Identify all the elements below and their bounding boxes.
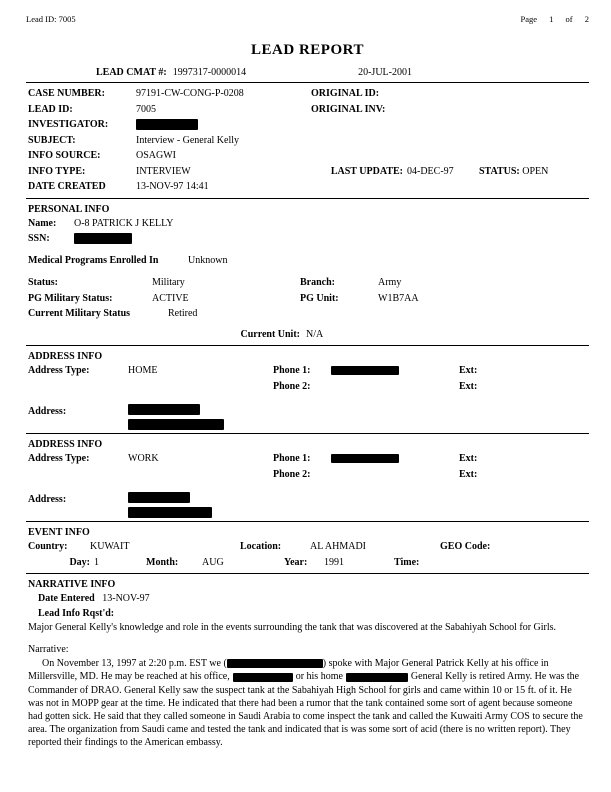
- mil-status-value: Military: [152, 277, 185, 288]
- current-military-status-row: [26, 306, 589, 322]
- month-value: AUG: [202, 556, 224, 568]
- medical-row: [26, 253, 589, 269]
- ssn-label: SSN:: [28, 233, 50, 244]
- page-header-bar: [26, 14, 589, 24]
- redaction-bar: [128, 419, 224, 430]
- page-title: LEAD REPORT: [251, 42, 364, 58]
- date-created-row: [28, 179, 589, 195]
- investigator-row: [28, 117, 589, 133]
- address-value: [128, 404, 224, 430]
- name-row: [26, 216, 589, 232]
- mil-status-label: Status:: [28, 277, 59, 288]
- original-inv-label: ORIGINAL INV:: [311, 103, 386, 115]
- status-label: STATUS: OPEN: [479, 165, 549, 177]
- geo-code-label: GEO Code:: [440, 541, 491, 552]
- name-label: Name:: [28, 217, 57, 229]
- current-military-status-label: Current Military Status: [28, 308, 131, 319]
- subject-label: SUBJECT:: [28, 134, 76, 146]
- event-info-section: [26, 522, 589, 573]
- ext1-value: [489, 451, 549, 467]
- phone2-label: Phone 2:: [273, 468, 311, 480]
- investigator-label: INVESTIGATOR:: [28, 119, 109, 130]
- address-label: Address:: [28, 406, 67, 417]
- lead-info-label: Lead Info Rqst'd:: [38, 608, 115, 619]
- country-label: Country:: [28, 541, 68, 552]
- address-label: Address:: [28, 494, 67, 505]
- address-info-home-section: [26, 346, 589, 433]
- branch-value: Army: [378, 277, 402, 288]
- lead-cmat-value: 1997317-0000014: [172, 67, 247, 78]
- redaction-bar: [128, 507, 212, 518]
- current-military-status-value: Retired: [168, 308, 198, 319]
- narrative-part3: or his home: [295, 671, 343, 683]
- event-info-title: EVENT INFO: [28, 527, 90, 538]
- spacer2: [128, 379, 273, 395]
- phone1-value: [331, 451, 459, 467]
- info-source-row: [28, 148, 589, 164]
- address-type-label: Address Type:: [28, 365, 90, 376]
- current-unit-row: [26, 327, 589, 343]
- phone2-label: Phone 2:: [273, 380, 311, 392]
- lead-id-header: Lead ID: 7005: [26, 14, 76, 24]
- phone2-value: [331, 379, 459, 395]
- page-word: Page: [520, 14, 538, 24]
- ssn-value: [74, 231, 374, 247]
- ext2-value: [489, 467, 549, 483]
- narrative-summary: Major General Kelly's knowledge and role in the events surrounding the tank that was discovered at the Sabahiyah School for Girls.: [28, 622, 557, 633]
- spacer: [28, 379, 128, 395]
- ext1-value: [489, 363, 549, 379]
- page-total: 2: [584, 14, 589, 24]
- redaction-bar: [331, 454, 399, 463]
- redaction-bar: [128, 492, 190, 503]
- month-label: Month:: [146, 556, 179, 568]
- ext1-label: Ext:: [459, 453, 478, 464]
- event-country-row: [26, 539, 589, 555]
- address-type-home-row: [26, 363, 589, 379]
- name-value: O-8 PATRICK J KELLY: [74, 217, 174, 229]
- info-type-label: INFO TYPE:: [28, 165, 86, 177]
- report-date: 20-JUL-2001: [358, 67, 412, 78]
- phone2-home-row: [26, 379, 589, 395]
- redaction-bar: [74, 233, 132, 244]
- narrative-part4: General Kelly is retired Army. He was the Commander of DRAO. General Kelly saw the suspect tank at the Sabahiyah High School for girls and came within 10 or 15 ft. of it. He was not in MOPP gear at the time. He indicated that there had been a rumor that the tank contained some sort of agent because someone had gotten sick. He said that they called someone in Saudi Arabia to come inspect the tank and called the Kuwaiti Army COS to secure the area. The organization from Saudi came and tested the tank and indicated that is was some sort of acid (there is no written report). They reported their findings to the American embassy.: [28, 671, 583, 749]
- last-update-value: 04-DEC-97: [407, 165, 454, 177]
- investigator-value: [136, 117, 311, 133]
- address-type-label: Address Type:: [28, 453, 90, 464]
- ext2-label: Ext:: [459, 380, 478, 392]
- day-label: Day:: [69, 556, 90, 568]
- location-value: AL AHMADI: [310, 541, 367, 552]
- narrative-paragraph: [28, 657, 585, 749]
- ssn-row: [26, 231, 589, 247]
- address-home-body: [26, 404, 589, 430]
- location-label: Location:: [240, 541, 282, 552]
- date-entered-label: Date Entered: [38, 593, 95, 604]
- medical-value: Unknown: [188, 254, 228, 266]
- last-update-label: LAST UPDATE:: [330, 165, 403, 177]
- page-of: of: [565, 14, 573, 24]
- ext2-value: [489, 379, 549, 395]
- status-value: OPEN: [522, 165, 549, 177]
- redaction-bar: [128, 404, 200, 415]
- phone1-value: [331, 363, 459, 379]
- case-number-label: CASE NUMBER:: [28, 88, 105, 99]
- narrative-part2: ) spoke with Major General Patrick Kelly at his office in Millersville, MD. He may be reached at his office,: [28, 658, 549, 683]
- address-info-work-section: [26, 434, 589, 521]
- page-number: [511, 14, 590, 24]
- address-type-value: HOME: [128, 365, 158, 376]
- redaction-bar: [227, 659, 323, 668]
- ext2-label: Ext:: [459, 468, 478, 480]
- phone1-label: Phone 1:: [273, 365, 311, 376]
- year-label: Year:: [284, 556, 308, 568]
- date-entered-value: 13-NOV-97: [102, 593, 150, 604]
- address-home-title: ADDRESS INFO: [28, 351, 103, 362]
- address-work-body: [26, 492, 589, 518]
- year-value: 1991: [324, 556, 344, 568]
- medical-label: Medical Programs Enrolled In: [28, 254, 159, 266]
- info-source-label: INFO SOURCE:: [28, 150, 101, 161]
- info-type-row: [28, 164, 589, 180]
- narrative-label: Narrative:: [28, 644, 69, 656]
- pg-military-status-label: PG Military Status:: [28, 292, 113, 304]
- date-entered-row: [26, 591, 589, 606]
- country-value: KUWAIT: [90, 541, 130, 552]
- phone1-label: Phone 1:: [273, 453, 311, 464]
- ext1-label: Ext:: [459, 365, 478, 376]
- day-value: 1: [94, 556, 99, 568]
- address-type-work-row: [26, 451, 589, 467]
- address-value: [128, 492, 212, 518]
- lead-id-row: [28, 102, 589, 118]
- pg-military-status-value: ACTIVE: [152, 292, 189, 304]
- lead-info-row: [26, 606, 589, 621]
- spacer: [28, 467, 128, 483]
- pg-unit-label: PG Unit:: [300, 292, 339, 304]
- info-type-value: INTERVIEW: [136, 165, 191, 177]
- info-source-value: OSAGWI: [136, 150, 176, 161]
- time-label: Time:: [394, 556, 420, 568]
- lead-id-value: 7005: [136, 103, 156, 115]
- subject-value: Interview - General Kelly: [136, 134, 240, 146]
- redaction-bar: [346, 673, 408, 682]
- branch-label: Branch:: [300, 277, 335, 288]
- event-date-row: [26, 555, 589, 571]
- lead-id-label: LEAD ID:: [28, 103, 73, 115]
- status-row: [26, 275, 589, 291]
- case-number-row: [28, 86, 589, 102]
- narrative-part1: On November 13, 1997 at 2:20 p.m. EST we (: [42, 658, 227, 670]
- redaction-bar: [136, 119, 198, 130]
- narrative-info-section: [26, 574, 589, 753]
- phone2-work-row: [26, 467, 589, 483]
- phone2-value: [331, 467, 459, 483]
- pg-military-status-row: [26, 291, 589, 307]
- lead-cmat-row: [26, 67, 589, 78]
- personal-info-section: [26, 199, 589, 346]
- address-type-value: WORK: [128, 453, 159, 464]
- spacer2: [128, 467, 273, 483]
- case-number-value: 97191-CW-CONG-P-0208: [136, 88, 244, 99]
- pg-unit-value: W1B7AA: [378, 292, 419, 304]
- subject-row: [28, 133, 589, 149]
- current-unit-label: Current Unit:: [240, 328, 300, 340]
- page-current: 1: [549, 14, 554, 24]
- original-inv-value: [431, 102, 521, 118]
- case-header-block: [26, 83, 589, 198]
- original-id-label: ORIGINAL ID:: [311, 88, 380, 99]
- lead-cmat-label: LEAD CMAT #:: [96, 67, 167, 78]
- redaction-bar: [331, 366, 399, 375]
- redaction-bar: [233, 673, 293, 682]
- date-created-value: 13-NOV-97 14:41: [136, 181, 209, 192]
- original-id-value: [431, 86, 521, 102]
- narrative-info-title: NARRATIVE INFO: [28, 579, 116, 590]
- date-created-label: DATE CREATED: [28, 181, 106, 192]
- address-work-title: ADDRESS INFO: [28, 439, 103, 450]
- personal-info-title: PERSONAL INFO: [28, 203, 110, 215]
- narrative-text: [26, 657, 589, 749]
- current-unit-value: N/A: [306, 328, 324, 340]
